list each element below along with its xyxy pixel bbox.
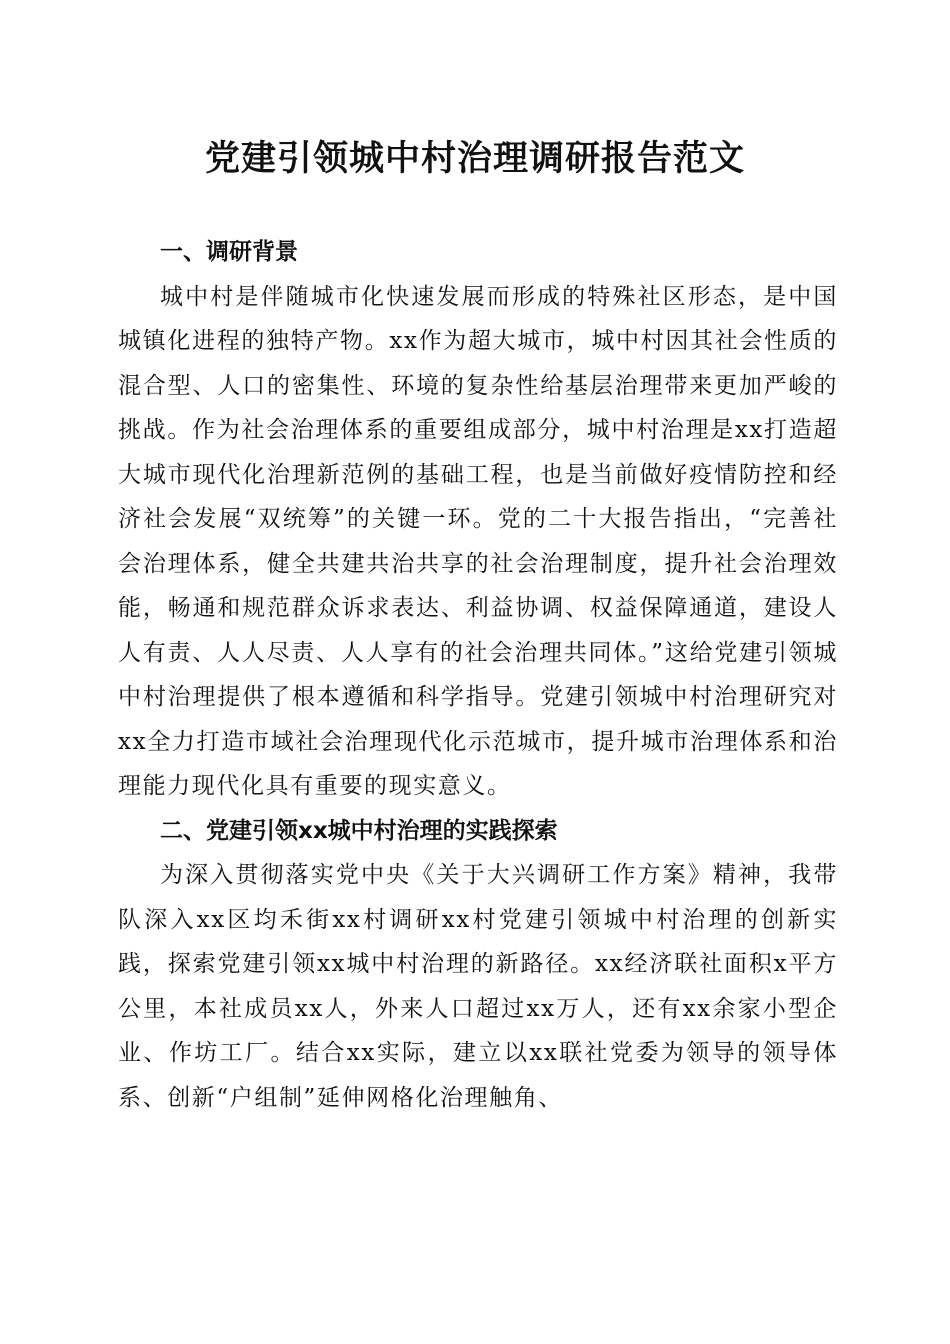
document-body [118, 230, 838, 1120]
paragraph: 为深入贯彻落实党中央《关于大兴调研工作方案》精神，我带队深入xx区均禾街xx村调研xx村党建引领城中村治理的创新实践，探索党建引领xx城中村治理的新路径。xx经济联社面积x平方公里，本社成员xx人，外来人口超过xx万人，还有xx余家小型企业、作坊工厂。结合xx实际，建立以xx联社党委为领导的领导体系、创新“户组制”延伸网格化治理触角、 [118, 862, 838, 1111]
paragraph: 城中村是伴随城市化快速发展而形成的特殊社区形态，是中国城镇化进程的独特产物。xx作为超大城市，城中村因其社会性质的混合型、人口的密集性、环境的复杂性给基层治理带来更加严峻的挑战。作为社会治理体系的重要组成部分，城中村治理是xx打造超大城市现代化治理新范例的基础工程，也是当前做好疫情防控和经济社会发展“双统筹”的关键一环。党的二十大报告指出，“完善社会治理体系，健全共建共治共享的社会治理制度，提升社会治理效能，畅通和规范群众诉求表达、利益协调、权益保障通道，建设人人有责、人人尽责、人人享有的社会治理共同体。”这给党建引领城中村治理提供了根本遵循和科学指导。党建引领城中村治理研究对xx全力打造市域社会治理现代化示范城市，提升城市治理体系和治理能力现代化具有重要的现实意义。 [118, 283, 838, 799]
document-title: 党建引领城中村治理调研报告范文 [204, 138, 745, 179]
section-heading: 一、调研背景 [160, 239, 298, 265]
section-practice-exploration [118, 809, 838, 1121]
section-research-background [118, 230, 838, 809]
section-heading: 二、党建引领xx城中村治理的实践探索 [160, 817, 558, 844]
